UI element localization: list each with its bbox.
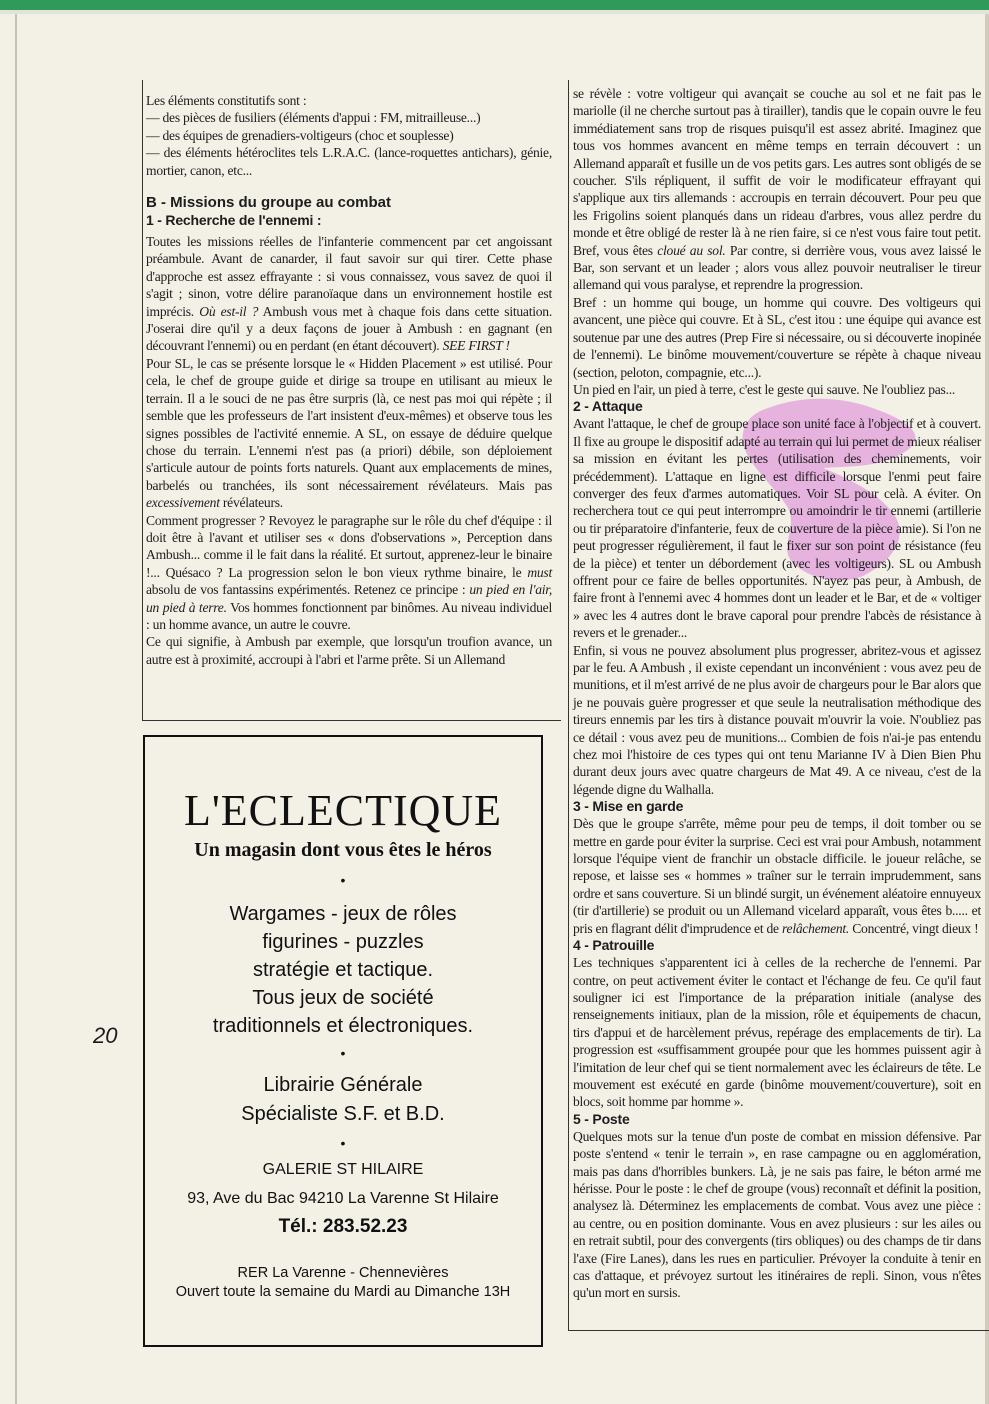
ad-address-venue: GALERIE ST HILAIRE <box>262 1161 424 1178</box>
paragraph: Les techniques s'apparentent ici à celles de la recherche de l'ennemi. Par contre, on peut activement éviter le contact et l'échange de feu. Ce qu'il faut souligner ici est l'importance de la préparation initiale (analyse des renseignements initiaux, plan de la mission, rôle et équipements de chacun, tirs d'appui et de harcèlement prévus, repérage des emplacements de tir). La progression est «suffisamment groupée pour que les hommes puissent agir à l'imitation de leur chef qui se tient normalement avec les éclaireurs de tête. Le mouvement est exécuté en garde (binôme mouvement/couverture), soit en blocs, soit homme par homme ». <box>573 955 981 1110</box>
list-item: — des équipes de grenadiers-voltigeurs (choc et souplesse) <box>146 127 454 143</box>
ad-line: Librairie Générale <box>263 1074 423 1096</box>
page-number: 20 <box>93 1023 118 1048</box>
subheading-attaque: 2 - Attaque <box>573 398 643 415</box>
subheading-poste: 5 - Poste <box>573 1110 630 1127</box>
paragraph: Dès que le groupe s'arrête, même pour peu de temps, il doit tomber ou se mettre en garde pour éviter la surprise. Ceci est vrai pour Ambush, notamment lorsque l'équipe vient de franchir un obstacle difficile. le joueur relâche, se repose, et laisse ses « hommes » traîner sur le terrain imprudemment, sans ordre et sans couverture. Si un blindé surgit, un événement aléatoire ennuyeux (tir d'artillerie) se produit ou un Allemand vicelard apparaît, vous êtes b..... et pris en flagrant délit d'imprudence et de relâchement. Concentré, vingt dieux ! <box>573 816 981 936</box>
list-item: — des éléments hétéroclites tels L.R.A.C. (lance-roquettes antichars), génie, mortier, canon, etc... <box>146 145 552 178</box>
ad-line: Tous jeux de société <box>252 987 434 1009</box>
ad-tagline: Un magasin dont vous êtes le héros <box>194 839 492 861</box>
ad-hours: Ouvert toute la semaine du Mardi au Dimanche 13H <box>175 1284 511 1300</box>
paragraph: Quelques mots sur la tenue d'un poste de combat en mission défensive. Par poste s'entend « tenir le terrain », en rase campagne ou en agglomération, mais pas dans d'horribles bunkers. Là, je ne sais pas faire, le béton armé me hérisse. Pour le poste : le chef de groupe (vous) reconnaît et définit la position, analysez là. Déterminez les emplacements de combat. Vous avez une pièce : au centre, ou en position dominante. Vous en avez plusieurs : sur les ailes ou en retrait subtil, pour des convergents (tirs obliques) ou des champs de tir dans l'axe (Fire Lanes), dans les rues en particulier. Prévoyer la conduite à tenir en cas d'attaque, et prévoyez surtout les itinéraires de repli. Sinon, vous n'êtes qu'un mort en sursis. <box>573 1128 981 1301</box>
paragraph: Pour SL, le cas se présente lorsque le « Hidden Placement » est utilisé. Pour cela, le chef de groupe guide et dirige sa troupe en utilisant au mieux le terrain. Il a le souci de ne pas être surpris (là, ce nest pas moi qui répète ; il semble que les professeurs de l'art insistent d'eux-mêmes) et observe tous les signes possibles de l'activité ennemie. A SL, on essaye de déduire quelque chose du terrain. L'ennemi n'est pas (a priori) débile, son déploiement s'articule autour de points forts naturels. Quant aux emplacements de mines, barbelés ou tranchées, ils sont nécessairement révélateurs. Mais pas excessivement révélateurs. <box>146 355 552 511</box>
list-item: — des pièces de fusiliers (éléments d'appui : FM, mitrailleuse...) <box>146 110 481 126</box>
paragraph: Avant l'attaque, le chef de groupe place son unité face à l'objectif et à couvert. Il fixe au groupe le dispositif adapté au terrain qui lui permet de mieux réaliser sa mission en évitant les pertes (utilisation des cheminements, voir précédemment). L'attaque en ligne est difficile lorsque l'enmi peut faire converger des feux d'armes automatiques. Voir SL pour celà. A éviter. On recherchera tout ce qui peut interrompre ou amoindrir le tir ennemi (artillerie ou tir préparatoire d'infanterie, feux de couverture de la pièce amie). Si l'on ne peut progresser régulièrement, il faut le fixer sur son point de résistance (feu de la pièce) et tenter un débordement (avec les voltigeurs). SL ou Ambush offrent pour ce faire de belles opportunités. N'ayez pas peur, à Ambush, de faire front à l'ennemi avec 4 hommes dont un leader et le Bar, et de « voltiger » avec les 4 autres dont le brave caporal pour prendre l'abcès de résistance à revers et le grenader... <box>573 416 981 641</box>
ad-line: Wargames - jeux de rôles <box>229 903 457 925</box>
paragraph: se révèle : votre voltigeur qui avançait se couche au sol et ne fait pas le mariolle (il ne cherche surtout pas à tirailler), tandis que le copain ouvre le feu immédiatement sans trop de risques puisqu'il est assez abrité. Imaginez que tous vos hommes avancent en même temps en terrain découvert : un Allemand apparaît et fusille un de vos petits gars. Les autres sont obligés de se coucher. S'ils répliquent, il suffit de voir le modificateur effrayant qui s'applique aux tirs allemands : accroupis en terrain découvert. Pour peu que les Frigolins soient planqués dans un rideau d'arbres, vous allez perdre du monde et être obligé de rester là à ne rien faire, si ce n'est vous faire tout petit. Bref, vous êtes cloué au sol. Par contre, si derrière vous, vous avez laissé le Bar, son servant et un leader ; alors vous allez pouvoir neutraliser le tireur allemand qui vous paralyse, et reprendre la progression. <box>573 86 981 293</box>
advertisement-box <box>143 735 543 1347</box>
ad-transport: RER La Varenne - Chennevières <box>237 1265 449 1281</box>
bullet-dot: • <box>340 1135 346 1151</box>
bullet-dot: • <box>340 872 346 888</box>
paragraph: Bref : un homme qui bouge, un homme qui couvre. Des voltigeurs qui avancent, une pièce qui couvre. Et à SL, c'est itou : une équipe qui avance est soutenue par une des autres (Prep Fire si nécessaire, ou si découverte inopinée de l'ennemi). Le binôme mouvement/couverture se répète à chaque niveau (section, peloton, compagnie, etc...). <box>573 294 981 380</box>
ad-line: stratégie et tactique. <box>252 959 434 981</box>
subheading-recherche: 1 - Recherche de l'ennemi : <box>146 212 322 229</box>
top-band-edge <box>0 10 989 14</box>
subheading-patrouille: 4 - Patrouille <box>573 937 655 954</box>
intro-line: Les éléments constitutifs sont : <box>146 93 307 108</box>
ad-title: L'ECLECTIQUE <box>183 786 503 835</box>
left-column-text <box>146 92 552 668</box>
ad-line: traditionnels et électroniques. <box>212 1015 474 1037</box>
page-binding-edge <box>15 14 17 1404</box>
paragraph: Un pied en l'air, un pied à terre, c'est le geste qui sauve. Ne l'oubliez pas... <box>573 381 956 397</box>
right-column-text <box>573 85 981 1302</box>
top-color-band <box>0 0 989 10</box>
ad-phone: Tél.: 283.52.23 <box>278 1216 408 1237</box>
section-heading-missions: B - Missions du groupe au combat <box>146 194 392 212</box>
subheading-mise-en-garde: 3 - Mise en garde <box>573 798 684 815</box>
paragraph: Enfin, si vous ne pouvez absolument plus progresser, abritez-vous et agissez par le feu. A Ambush , il existe cependant un inconvénient : vous avez peu de munitions, et il m'est arrivé de ne plus avoir de chargeurs pour le Bar alors que je ne pouvais guère progresser et que seule la neutralisation méthodique des tireurs ennemis par les tirs à distance pouvait m'ouvrir la voie. N'oubliez pas ce détail : vous avez peu de munitions... Combien de fois n'ai-je pas entendu chez moi l'histoire de ces types qui ont tenu Marianne IV à Dien Bien Phu durant deux jours avec quatre chargeurs de Mat 49. A ce niveau, c'est de la légende digne du Walhalla. <box>573 642 981 797</box>
paragraph: Ce qui signifie, à Ambush par exemple, que lorsqu'un troufion avance, un autre est à proximité, accroupi à l'abri et l'arme prête. Si un Allemand <box>146 634 552 667</box>
paragraph: Toutes les missions réelles de l'infanterie commencent par cet angoissant préambule. Avant de canarder, il faut savoir sur qui tirer. Cette phase d'approche est assez effrayante : si vous connaissez, vous savez de quoi il s'agit ; sinon, votre délire paranoïaque dans un environnement hostile est imprécis. Où est-il ? Ambush vous met à chaque fois dans cette situation. J'oserai dire qu'il y a deux façons de jouer à Ambush : en gagnant (en découvrant l'ennemi) ou en perdant (en étant découvert). SEE FIRST ! <box>146 234 553 354</box>
paragraph: Comment progresser ? Revoyez le paragraphe sur le rôle du chef d'équipe : il doit être à l'avant et utiliser ses « dons d'observations », Perception dans Ambush... comme il le fait dans la réalité. Et surtout, apprenez-leur le binaire !... Quésaco ? La progression selon le bon vieux rythme binaire, le must absolu de vos fantassins expérimentés. Retenez ce principe : un pied en l'air, un pied à terre. Vos hommes fonctionnent par binômes. Au niveau individuel : un homme avance, un autre le couvre. <box>146 512 552 632</box>
ad-address: 93, Ave du Bac 94210 La Varenne St Hilaire <box>187 1190 499 1207</box>
ad-line: figurines - puzzles <box>262 931 424 953</box>
ad-line: Spécialiste S.F. et B.D. <box>241 1103 445 1125</box>
bullet-dot: • <box>340 1045 346 1061</box>
